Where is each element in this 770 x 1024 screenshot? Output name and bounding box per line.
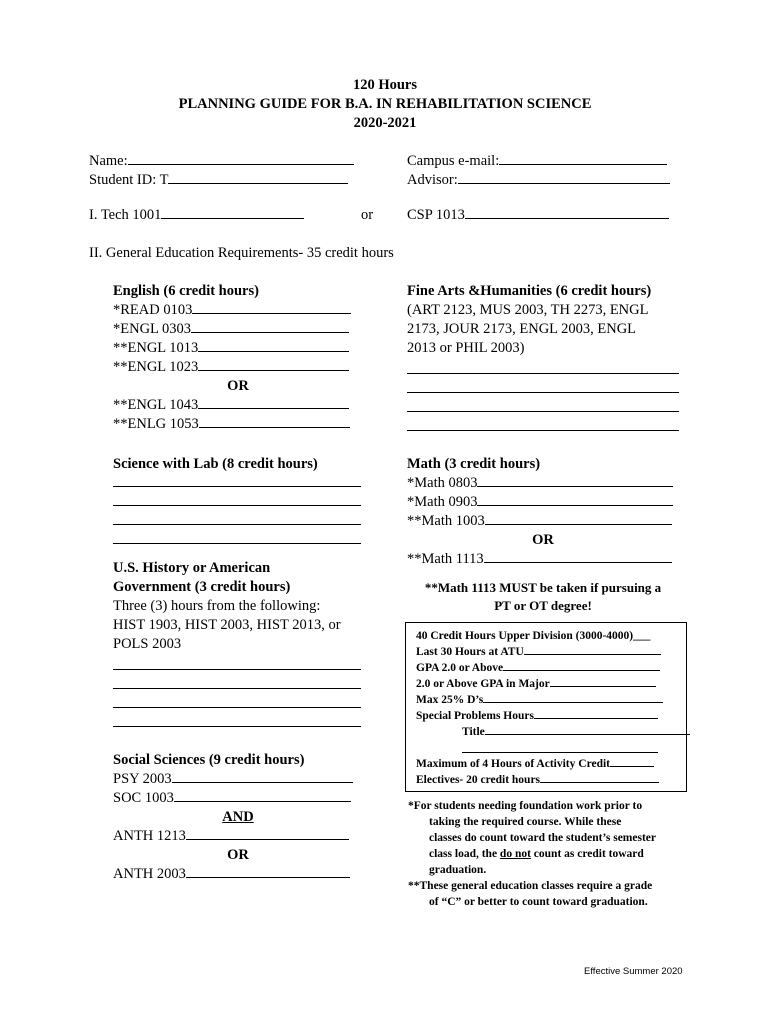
english-heading: English (6 credit hours): [113, 283, 259, 299]
fine-arts-desc: 2173, JOUR 2173, ENGL 2003, ENGL: [407, 321, 637, 337]
student-id-field[interactable]: [89, 171, 348, 190]
upper-division-field[interactable]: 40 Credit Hours Upper Division (3000-4000)___: [416, 630, 651, 642]
note-text: count as credit toward: [530, 848, 644, 860]
course-label: *ENGL 0303: [113, 321, 191, 337]
history-desc: Three (3) hours from the following:: [113, 598, 321, 614]
course-label: **ENGL 1023: [113, 359, 199, 375]
fine-arts-desc: (ART 2123, MUS 2003, TH 2273, ENGL: [407, 302, 649, 318]
engl-1013-field[interactable]: [113, 339, 349, 358]
math-0803-field[interactable]: [407, 474, 673, 493]
name-field[interactable]: [89, 152, 354, 171]
tech-1001-field[interactable]: [89, 206, 304, 225]
course-label: *READ 0103: [113, 302, 193, 318]
gpa-field[interactable]: [416, 660, 660, 676]
advisor-label: Advisor:: [407, 172, 458, 188]
engl-1023-field[interactable]: [113, 358, 349, 377]
psy-2003-field[interactable]: [113, 770, 353, 789]
history-line[interactable]: [113, 688, 361, 689]
course-label: SOC 1003: [113, 790, 174, 806]
activity-credit-field[interactable]: [416, 756, 654, 772]
req-label: GPA 2.0 or Above: [416, 662, 504, 674]
req-label: Maximum of 4 Hours of Activity Credit: [416, 758, 610, 770]
title-field[interactable]: [462, 724, 690, 740]
history-line[interactable]: [113, 669, 361, 670]
course-label: *Math 0803: [407, 475, 478, 491]
advisor-field[interactable]: [407, 171, 670, 190]
anth-1213-field[interactable]: [113, 827, 349, 846]
course-label: ANTH 1213: [113, 828, 186, 844]
req-label: 2.0 or Above GPA in Major: [416, 678, 550, 690]
max-ds-field[interactable]: [416, 692, 663, 708]
name-label: Name:: [89, 153, 128, 169]
last-30-hours-field[interactable]: [416, 644, 661, 660]
foundation-note: [429, 846, 644, 862]
foundation-note: classes do count toward the student’s semester: [429, 832, 656, 844]
req-label: Max 25% D’s: [416, 694, 484, 706]
science-heading: Science with Lab (8 credit hours): [113, 456, 318, 472]
fine-arts-heading: Fine Arts &Humanities (6 credit hours): [407, 283, 652, 299]
req-label: Special Problems Hours: [416, 710, 534, 722]
note-emphasis: do not: [499, 848, 531, 860]
engl-1043-field[interactable]: [113, 396, 349, 415]
gpa-major-field[interactable]: [416, 676, 656, 692]
social-and: AND: [222, 809, 254, 825]
english-or: OR: [227, 378, 249, 394]
electives-field[interactable]: [416, 772, 659, 788]
science-line[interactable]: [113, 543, 361, 544]
fine-arts-line[interactable]: [407, 392, 679, 393]
campus-email-field[interactable]: [407, 152, 667, 171]
social-heading: Social Sciences (9 credit hours): [113, 752, 305, 768]
history-desc: POLS 2003: [113, 636, 182, 652]
student-id-label: Student ID: T: [89, 172, 169, 188]
tech-1001-label: I. Tech 1001: [89, 207, 162, 223]
fine-arts-line[interactable]: [407, 373, 679, 374]
math-0903-field[interactable]: [407, 493, 673, 512]
academic-year: 2020-2021: [353, 115, 417, 131]
grade-note: **These general education classes require a grade: [408, 880, 653, 892]
note-text: class load, the: [429, 848, 500, 860]
soc-1003-field[interactable]: [113, 789, 351, 808]
course-label: PSY 2003: [113, 771, 172, 787]
req-label: Electives- 20 credit hours: [416, 774, 541, 786]
science-line[interactable]: [113, 486, 361, 487]
history-line[interactable]: [113, 707, 361, 708]
math-or: OR: [532, 532, 554, 548]
history-line[interactable]: [113, 726, 361, 727]
course-label: ANTH 2003: [113, 866, 186, 882]
special-problems-field[interactable]: [416, 708, 658, 724]
course-label: **Math 1003: [407, 513, 485, 529]
fine-arts-line[interactable]: [407, 411, 679, 412]
header-hours: 120 Hours: [352, 77, 418, 93]
math-1113-field[interactable]: [407, 550, 672, 569]
enlg-1053-field[interactable]: [113, 415, 350, 434]
effective-date: Effective Summer 2020: [584, 966, 683, 977]
social-or: OR: [227, 847, 249, 863]
math-note: PT or OT degree!: [494, 598, 592, 613]
course-label: **ENGL 1043: [113, 397, 199, 413]
foundation-note: taking the required course. While these: [429, 816, 622, 828]
foundation-note: graduation.: [429, 864, 487, 876]
math-1003-field[interactable]: [407, 512, 672, 531]
anth-2003-field[interactable]: [113, 865, 350, 884]
history-desc: HIST 1903, HIST 2003, HIST 2013, or: [113, 617, 341, 633]
req-label: Last 30 Hours at ATU: [416, 646, 524, 658]
course-label: *Math 0903: [407, 494, 478, 510]
csp-1013-label: CSP 1013: [407, 207, 465, 223]
course-label: **ENGL 1013: [113, 340, 199, 356]
science-line[interactable]: [113, 524, 361, 525]
history-heading: U.S. History or American: [113, 560, 271, 576]
grade-note: of “C” or better to count toward graduation.: [429, 896, 648, 908]
math-note: **Math 1113 MUST be taken if pursuing a: [424, 580, 662, 595]
title-line[interactable]: [462, 752, 658, 753]
or-separator: or: [361, 207, 374, 223]
fine-arts-desc: 2013 or PHIL 2003): [407, 340, 525, 356]
history-heading: Government (3 credit hours): [113, 579, 291, 595]
csp-1013-field[interactable]: [407, 206, 669, 225]
math-heading: Math (3 credit hours): [407, 456, 541, 472]
campus-email-label: Campus e-mail:: [407, 153, 500, 169]
req-label: Title: [462, 726, 485, 738]
gen-ed-heading: II. General Education Requirements- 35 credit hours: [89, 245, 394, 261]
foundation-note: *For students needing foundation work prior to: [408, 800, 643, 812]
read-0103-field[interactable]: [113, 301, 351, 320]
course-label: **Math 1113: [407, 551, 484, 567]
fine-arts-line[interactable]: [407, 430, 679, 431]
science-line[interactable]: [113, 505, 361, 506]
engl-0303-field[interactable]: [113, 320, 349, 339]
course-label: **ENLG 1053: [113, 416, 199, 432]
page-title: PLANNING GUIDE FOR B.A. IN REHABILITATION SCIENCE: [178, 96, 592, 112]
